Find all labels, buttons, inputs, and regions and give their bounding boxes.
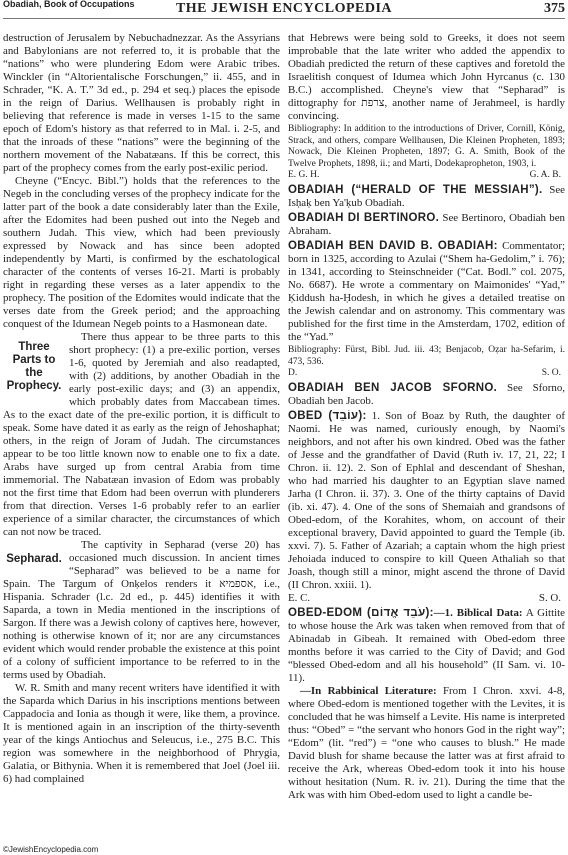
- sidenote-sepharad: Sepharad.: [6, 553, 62, 565]
- paragraph: W. R. Smith and many recent writers have identified it with the Saparda which Darius in his inscriptions mentions between Cappadocia and Ionia as though it were, like them, a province. It is mentioned again in an inscription of the thirty-seventh year of the kings Antiochus and Seleucus, i.e., 275 B.C. This region was somewhere in the neighborhood of Phrygia, Galatia, or Bithynia. When it is remembered that Joel (Joel iii. 6) had complained: [3, 682, 280, 785]
- bibliography: Bibliography: Fürst, Bibl. Jud. iii. 43; Benjacob, Oẓar ha-Sefarim, i. 473, 536.: [288, 344, 565, 367]
- entry-obed-edom: [288, 607, 565, 685]
- page-header: [3, 0, 565, 19]
- entry-heading: OBADIAH BEN JACOB SFORNO.: [288, 381, 498, 394]
- signature-line: [288, 368, 565, 380]
- entry-text: See Isḥaḳ ben Ya'ḳub Obadiah.: [288, 183, 566, 209]
- entry-text: A Gittite to whose house the Ark was taken when removed from that of Abinadab in Gibeah. It remained with Obed-edom three months before it was carried to the City of David; and God “blessed Obed-edom and all his household” (II Sam. vi. 10-11).: [288, 606, 565, 684]
- signature-line: [288, 170, 565, 182]
- author-initials: S. O.: [538, 591, 561, 604]
- editor-initials: E. C.: [288, 591, 311, 604]
- subheading: —In Rabbinical Literature:: [300, 684, 437, 697]
- paragraph: There thus appear to be three parts to this short prophecy: (1) a pre-exilic portion, verses 1-6, quoted by Jeremiah and also readapted, with (2) additions, by another Obadiah in the early post-exilic days; and (3) an appendix, which probably dates from Maccabean times. As to the exact date of the pre-exilic portion, it is difficult to speak. Some have dated it as early as the reign of Jehoshaphat; others, in the reign of Joram of Judah. The circumstances appear to be too little known now to enable one to fix a date. Arabs have surged up from central Arabia from time immemorial. The Nabatæan invasion of Edom was probably not the first time that Edom had been overrun with plunderers from that direction. Verses 1-6 probably refer to an earlier experience of a similar character, the circumstances of which can not now be traced.: [3, 331, 280, 538]
- entry-text: Commentator; born in 1325, according to Azulai (“Shem ha-Gedolim,” i. 76); in 1341, according to Steinschneider (“Cat. Bodl.” col. 2075, No. 6687). He wrote a commentary on Maimonides' “Yad,” Ḳiddush ha-Ḥodesh, in which he gives a detailed treatise on the Jewish calendar and on astronomy. This commentary was published for the first time in the Amsterdam, 1702, edition of the “Yad.”: [288, 239, 565, 343]
- subheading: —1. Biblical Data:: [433, 606, 523, 619]
- author-initials: G. A. B.: [529, 170, 561, 181]
- entry-heading: OBED (עוֹבֵד):: [288, 409, 367, 422]
- entry-obadiah-ben-david: [288, 240, 565, 344]
- entry-text: 1. Son of Boaz by Ruth, the daughter of Naomi. He was named, curiously enough, by Naomi's neighbors, and not after his own kindred. Obed was the father of Jesse and the grandfather of David (Ruth iv. 17, 21, 22; I Chron. ii. 12). 2. Son of Ephlal and descendant of Sheshan, who had married his daughter to an Egyptian slave named Jarha (I Chron. ii. 37). 3. One of the thirty captains of David (ib. xi. 47). 4. One of the sons of Shemaiah and grandsons of Obed-edom, of the Korahites, whom, on account of their exceptional bravery, David appointed to guard the Temple (ib. xxvi. 7). 5. Father of Azariah; a captain whom the high priest Jehoiada induced to conspire to kill Queen Athaliah so that Joash, though still a minor, might ascend the throne of David (II Chron. xxiii. 1).: [288, 409, 565, 591]
- entry-text: See Sforno, Obadiah ben Jacob.: [288, 381, 565, 407]
- paragraph: destruction of Jerusalem by Nebuchadnezzar. As the Assyrians and Babylonians are not referred to, it is probable that the “nations” who were plundering Edom were Arabic tribes. Winckler (in “Altorientalische Forschungen,” ii. 455, and in Schrader, “K. A. T.” 3d ed., p. 294 et seq.) places the episode in the reign of Darius. Wellhausen is probably right in believing that reference is made in verses 1-15 to the same epoch of Edom's history as that referred to in Mal. i. 2-5, and that the inroads of these “nations” were the beginning of the northern movement of the Nabatæans. If this be correct, this part of the prophecy comes from the early post-exilic period.: [3, 32, 280, 174]
- bibliography: Bibliography: In addition to the introductions of Driver, Cornill, König, Strack, and others, compare Wellhausen, Die Kleinen Propheten, 1893; Nowack, Die Kleinen Propheten, 1897; G. A. Smith, Book of the Twelve Prophets, 1898, ii.; and Marti, Dodekapropheton, 1903, i.: [288, 124, 565, 169]
- entry-text: From I Chron. xxvi. 4-8, where Obed-edom is mentioned together with the Levites, it is concluded that he was himself a Levite. His name is interpreted thus: “Obed” = “the servant who honors God in the right way”; “Edom” (lit. “red”) = “one who causes to blush.” He made David blush for shame because the latter was at first afraid to receive the Ark, whereas Obed-edom took it into his house without hesitation (Num. R. iv. 21). During the time that the Ark was with him Obed-edom used to light a candle be-: [288, 684, 565, 801]
- signature-line: [288, 592, 565, 605]
- editor-initials: E. G. H.: [288, 170, 320, 181]
- entry-heading: OBADIAH DI BERTINORO.: [288, 211, 440, 224]
- entry-obed: [288, 410, 565, 592]
- entry-obadiah-di-bertinoro: [288, 212, 565, 238]
- entry-obadiah-sforno: [288, 382, 565, 408]
- paragraph: that Hebrews were being sold to Greeks, it does not seem improbable that the late writer who added the appendix to Obadiah predicted the return of these captives and foretold the Israelitish conquest of Idumea which John Hyrcanus (c. 130 B.C.) accomplished. Cheyne's view that “Sepharad” is dittography for צרפת, another name of Jerahmeel, is hardly convincing.: [288, 32, 566, 122]
- page-number: 375: [544, 1, 565, 16]
- encyclopedia-title: THE JEWISH ENCYCLOPEDIA: [175, 1, 393, 16]
- entry-text: See Bertinoro, Obadiah ben Abraham.: [288, 211, 565, 237]
- right-column: [288, 32, 565, 802]
- paragraph: The captivity in Sepharad (verse 20) has occasioned much discussion. In ancient times “Sepharad” was believed to be a name for Spain. The Targum of Onḳelos renders it אספמיא, i.e., Hispania. Schrader (l.c. 2d ed., p. 445) identifies it with Saparda, a town in Media mentioned in the inscriptions of Sargon. If there was a Jewish colony of captives here, however, nothing is otherwise known of it; nor are any circumstances evident which would render probable the existence at this point of a colony of sufficient importance to be referred to in the terms used by Obadiah.: [3, 539, 280, 681]
- author-initials: S. O.: [541, 368, 561, 379]
- entry-obed-edom-rabbinical: [288, 685, 565, 802]
- sidenote-three-parts: Three Parts to the Prophecy.: [6, 341, 62, 392]
- entry-heading: OBED-EDOM (עֹבֵד אֱדוֹם):: [288, 606, 434, 619]
- left-column: [3, 32, 280, 786]
- entry-obadiah-herald: [288, 184, 565, 210]
- editor-initials: D.: [288, 368, 298, 379]
- entry-heading: OBADIAH BEN DAVID B. OBADIAH:: [288, 239, 498, 252]
- paragraph: Cheyne (“Encyc. Bibl.”) holds that the references to the Negeb in the concluding verses of the prophecy indicate for the latter part of the book a date considerably later than the Exile, after the Edomites had been pushed out into the Negeb and southern Judah. This view, which had been previously expressed by Nowack and has since been adopted independently by Marti, is confirmed by the eschatological character of the contents of verses 16-21. Marti is probably right in regarding these verses as a later appendix to the prophecy. The position of the Edomites would indicate that the verses date from the Greek period; and the approaching conquest of the Idumean Negeb points to a Hasmonean date.: [3, 175, 280, 330]
- entry-heading: OBADIAH (“HERALD OF THE MESSIAH”).: [288, 183, 543, 196]
- running-section-title: Obadiah, Book of Occupations: [3, 0, 135, 9]
- copyright-footer: ©JewishEncyclopedia.com: [3, 845, 99, 854]
